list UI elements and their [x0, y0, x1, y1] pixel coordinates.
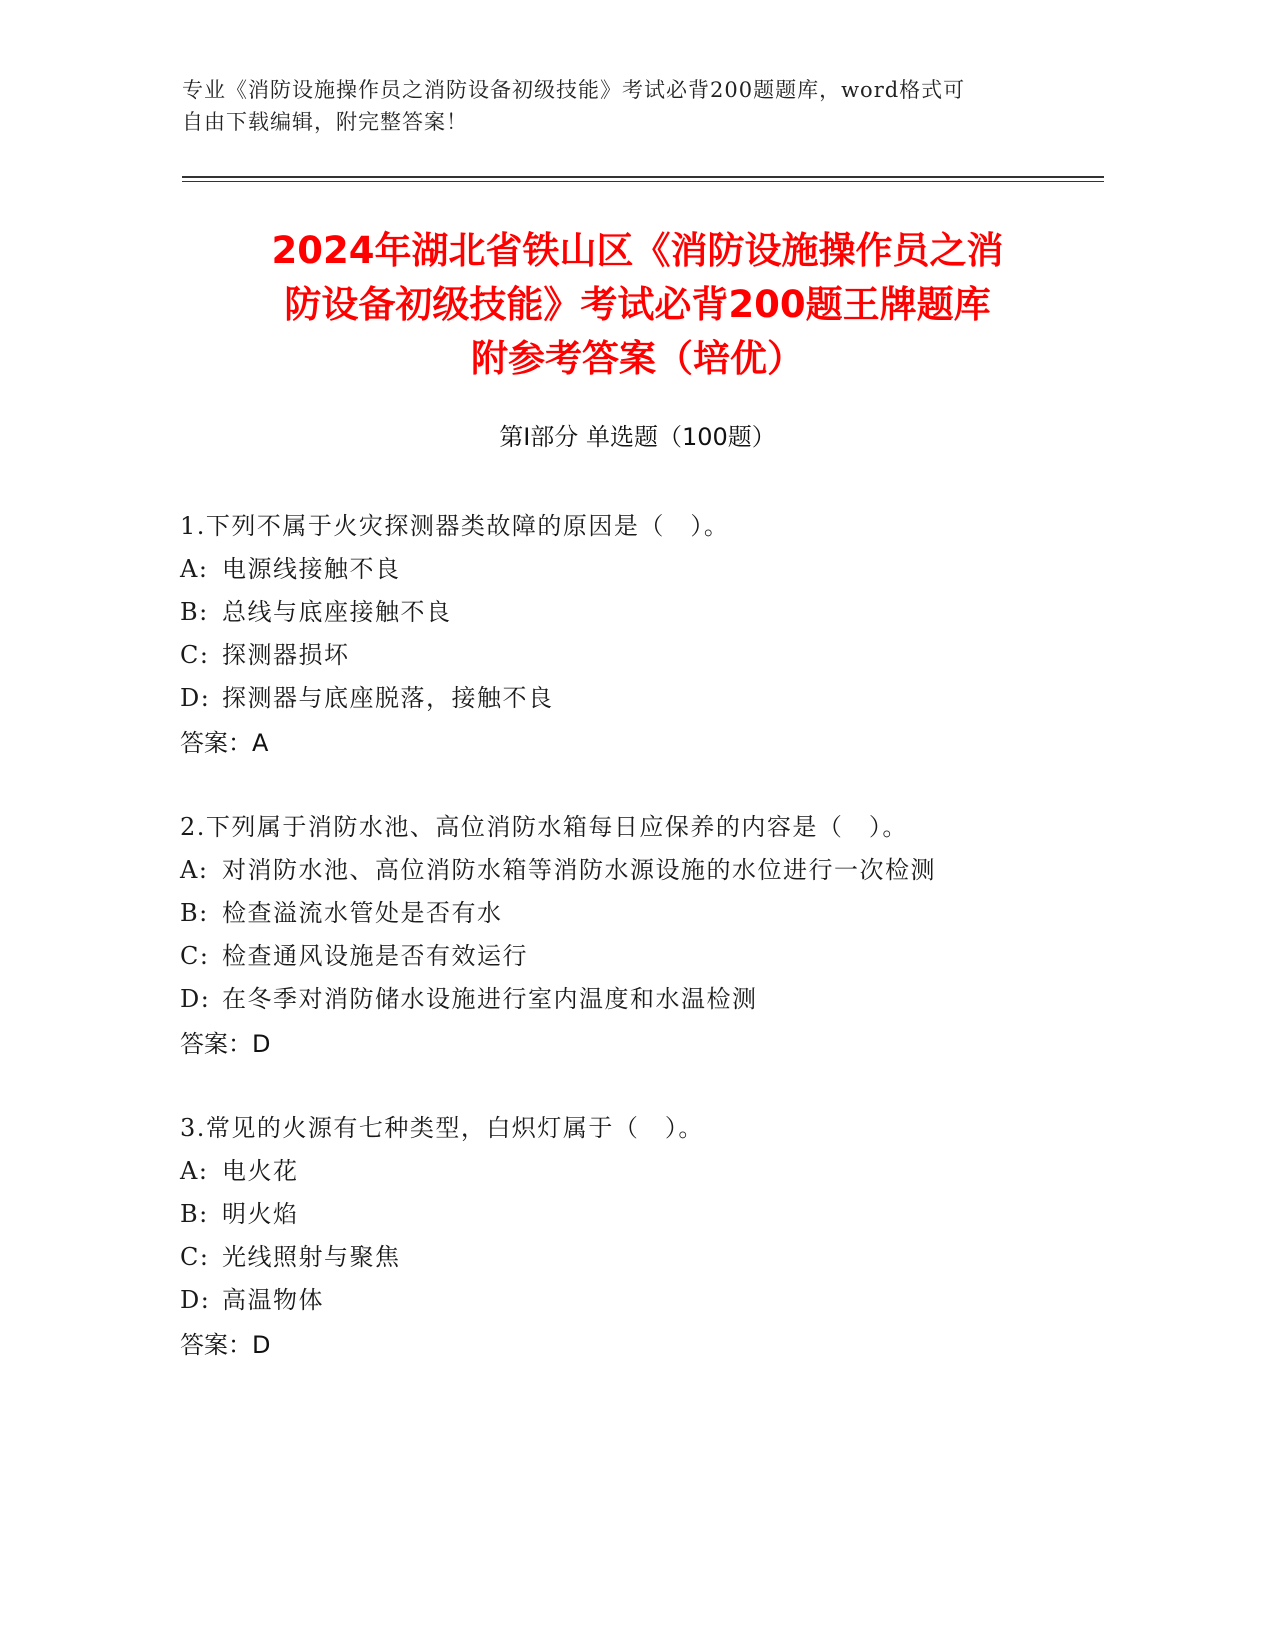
option-key: C: [180, 641, 210, 669]
question-stem: 1.下列不属于火灾探测器类故障的原因是（ ）。 [180, 512, 730, 540]
option-b [180, 1193, 1100, 1236]
option-c [180, 1236, 1100, 1279]
option-b [180, 591, 1100, 634]
option-a [180, 548, 1100, 591]
option-text: 探测器损坏 [222, 641, 350, 669]
header-note [182, 74, 1042, 138]
option-key: D: [180, 684, 211, 712]
question-item [180, 505, 1100, 766]
question-item [180, 1107, 1100, 1368]
question-item [180, 806, 1100, 1067]
option-text: 检查溢流水管处是否有水 [222, 899, 503, 927]
option-d [180, 978, 1100, 1021]
option-text: 对消防水池、高位消防水箱等消防水源设施的水位进行一次检测 [222, 856, 936, 884]
option-text: 在冬季对消防储水设施进行室内温度和水温检测 [222, 985, 758, 1013]
question-stem: 3.常见的火源有七种类型，白炽灯属于（ ）。 [180, 1114, 704, 1142]
option-key: D: [180, 985, 211, 1013]
document-title-line-2: 防设备初级技能》考试必背200题王牌题库 [284, 283, 991, 326]
option-text: 电源线接触不良 [222, 555, 401, 583]
option-a [180, 1150, 1100, 1193]
option-key: C: [180, 942, 210, 970]
option-key: D: [180, 1286, 211, 1314]
answer-line: 答案：D [180, 1030, 271, 1058]
option-a [180, 849, 1100, 892]
option-key: B: [180, 598, 209, 626]
option-text: 高温物体 [222, 1286, 324, 1314]
option-text: 明火焰 [222, 1200, 299, 1228]
header-note-line-1: 专业《消防设施操作员之消防设备初级技能》考试必背200题题库，word格式可 [182, 78, 966, 102]
header-note-line-2: 自由下载编辑，附完整答案！ [182, 110, 468, 134]
header-divider [182, 176, 1104, 182]
question-stem: 2.下列属于消防水池、高位消防水箱每日应保养的内容是（ ）。 [180, 813, 908, 841]
question-list [180, 505, 1100, 1408]
option-text: 光线照射与聚焦 [222, 1243, 401, 1271]
document-title [150, 224, 1125, 386]
answer-line: 答案：A [180, 729, 269, 757]
option-key: A: [180, 856, 209, 884]
option-key: B: [180, 899, 209, 927]
option-key: A: [180, 1157, 209, 1185]
option-text: 电火花 [222, 1157, 299, 1185]
option-c [180, 634, 1100, 677]
section-title: 第Ⅰ部分 单选题（100题） [499, 423, 776, 451]
option-c [180, 935, 1100, 978]
option-b [180, 892, 1100, 935]
option-key: C: [180, 1243, 210, 1271]
document-title-line-1: 2024年湖北省铁山区《消防设施操作员之消 [271, 229, 1004, 272]
option-text: 总线与底座接触不良 [222, 598, 452, 626]
option-key: A: [180, 555, 209, 583]
document-title-line-3: 附参考答案（培优） [471, 337, 804, 380]
option-text: 检查通风设施是否有效运行 [222, 942, 528, 970]
option-text: 探测器与底座脱落，接触不良 [222, 684, 554, 712]
option-d [180, 677, 1100, 720]
option-d [180, 1279, 1100, 1322]
answer-line: 答案：D [180, 1331, 271, 1359]
option-key: B: [180, 1200, 209, 1228]
